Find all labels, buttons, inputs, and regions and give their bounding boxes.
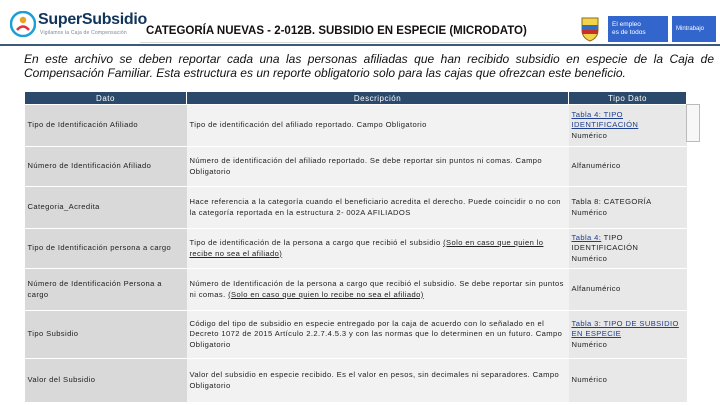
data-structure-table	[24, 91, 687, 403]
cell-descripcion: Número de identificación del afiliado reportado. Se debe reportar sin puntos ni comas. Campo Obligatorio	[187, 147, 569, 187]
cell-dato: Tipo de Identificación Afiliado	[25, 105, 187, 147]
cell-dato: Valor del Subsidio	[25, 359, 187, 403]
cell-descripcion: Código del tipo de subsidio en especie entregado por la caja de acuerdo con lo señalado en el Decreto 1072 de 2015 Artículo 2.2.7.4.5.3 y con las normas que lo determinen en un futuro. Campo Obligatorio	[187, 311, 569, 359]
table-row	[25, 229, 687, 269]
tipo-dato-link[interactable]: Tabla 4: TIPO IDENTIFICACIÓN	[571, 109, 639, 130]
tipo-dato-link[interactable]: Tabla 4:	[571, 232, 602, 242]
logo-tagline: Vigilamos la Caja de Compensación	[40, 30, 127, 36]
colombia-crest-icon	[578, 16, 602, 42]
cell-dato: Número de Identificación Persona a cargo	[25, 269, 187, 311]
table-row	[25, 187, 687, 229]
mintrabajo-badge: Mintrabajo	[672, 16, 716, 42]
header-tipo-dato: Tipo Dato	[569, 92, 687, 105]
table-row	[25, 147, 687, 187]
cell-dato: Tipo Subsidio	[25, 311, 187, 359]
cell-tipo-dato: Tabla 8: CATEGORÍA Numérico	[569, 187, 687, 229]
cell-tipo-dato: Tabla 4: TIPO IDENTIFICACIÓN Numérico	[569, 105, 687, 147]
cell-descripcion: Número de Identificación de la persona a cargo que recibió el subsidio. Se debe reportar sin puntos ni comas. (Solo en caso que quien lo recibe no sea el afiliado)	[187, 269, 569, 311]
table-row	[25, 311, 687, 359]
cell-descripcion: Tipo de identificación del afiliado reportado. Campo Obligatorio	[187, 105, 569, 147]
cell-tipo-dato: Numérico	[569, 359, 687, 403]
cell-dato: Categoria_Acredita	[25, 187, 187, 229]
side-panel-tab[interactable]	[686, 104, 700, 142]
supersubsidio-mark-icon	[10, 11, 36, 37]
government-logos	[574, 16, 716, 42]
cell-descripcion: Valor del subsidio en especie recibido. Es el valor en pesos, sin decimales ni separadores. Campo Obligatorio	[187, 359, 569, 403]
cell-descripcion: Tipo de identificación de la persona a cargo que recibió el subsidio (Solo en caso que quien lo recibe no sea el afiliado)	[187, 229, 569, 269]
intro-paragraph: En este archivo se deben reportar cada una las personas afiliadas que han recibido subsidio en especie de la Caja de Compensación Familiar. Esta estructura es un reporte obligatorio solo para las cajas que ofrezcan este beneficio.	[24, 52, 714, 80]
supersubsidio-logo[interactable]	[10, 9, 148, 39]
header	[0, 0, 720, 46]
cell-descripcion: Hace referencia a la categoría cuando el beneficiario acredita el derecho. Puede coincidir o no con la categoría reportada en la estructura 2- 002A AFILIADOS	[187, 187, 569, 229]
header-rule	[0, 44, 720, 46]
header-dato: Dato	[25, 92, 187, 105]
table-header-row	[25, 92, 687, 105]
table-row	[25, 359, 687, 403]
header-descripcion: Descripción	[187, 92, 569, 105]
logo-wordmark: SuperSubsidio	[38, 11, 148, 28]
cell-tipo-dato: Alfanumérico	[569, 269, 687, 311]
empleo-badge: El empleo es de todos	[608, 16, 668, 42]
cell-dato: Tipo de Identificación persona a cargo	[25, 229, 187, 269]
cell-dato: Número de Identificación Afiliado	[25, 147, 187, 187]
cell-tipo-dato: Tabla 4: TIPO IDENTIFICACIÓN Numérico	[569, 229, 687, 269]
page-title: CATEGORÍA NUEVAS - 2-012B. SUBSIDIO EN ESPECIE (MICRODATO)	[146, 25, 527, 37]
cell-tipo-dato: Alfanumérico	[569, 147, 687, 187]
tipo-dato-link[interactable]: Tabla 3: TIPO DE SUBSIDIO EN ESPECIE	[571, 318, 679, 339]
table-row	[25, 269, 687, 311]
table-row	[25, 105, 687, 147]
cell-tipo-dato: Tabla 3: TIPO DE SUBSIDIO EN ESPECIE Numérico	[569, 311, 687, 359]
title-underline	[140, 42, 560, 43]
